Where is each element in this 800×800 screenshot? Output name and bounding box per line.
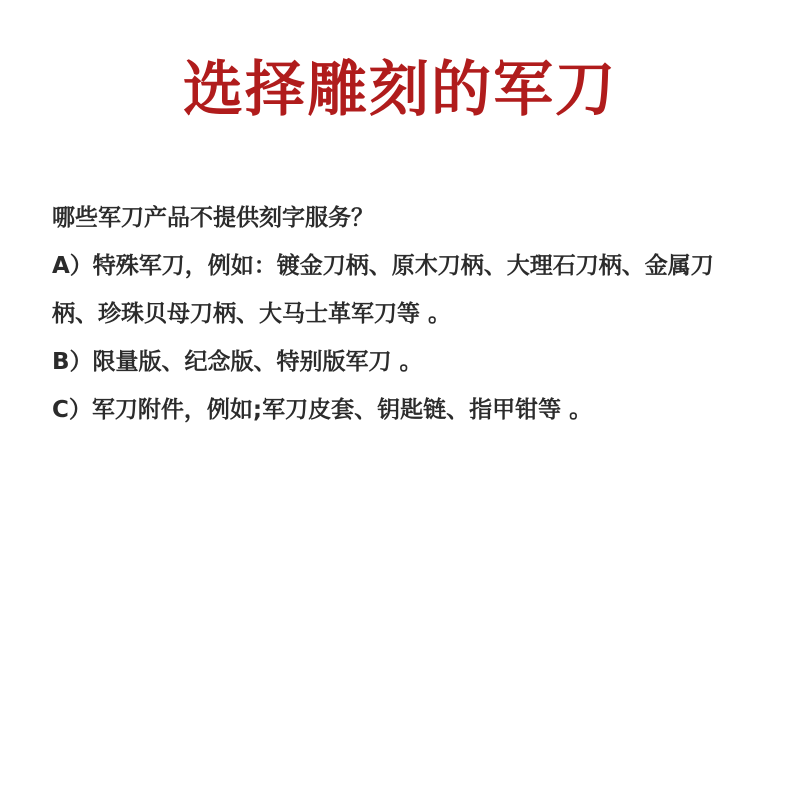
page-title: 选择雕刻的军刀 <box>183 55 617 125</box>
faq-question: 哪些军刀产品不提供刻字服务？ <box>52 205 374 231</box>
faq-option-c: C）军刀附件，例如;军刀皮套、钥匙链、指甲钳等 。 <box>52 397 593 423</box>
faq-option-a: A）特殊军刀，例如：镀金刀柄、原木刀柄、大理石刀柄、金属刀柄、珍珠贝母刀柄、大马士革军刀等 。 <box>52 253 714 327</box>
faq-content <box>52 194 752 434</box>
faq-option-b: B）限量版、纪念版、特别版军刀 。 <box>52 349 423 375</box>
